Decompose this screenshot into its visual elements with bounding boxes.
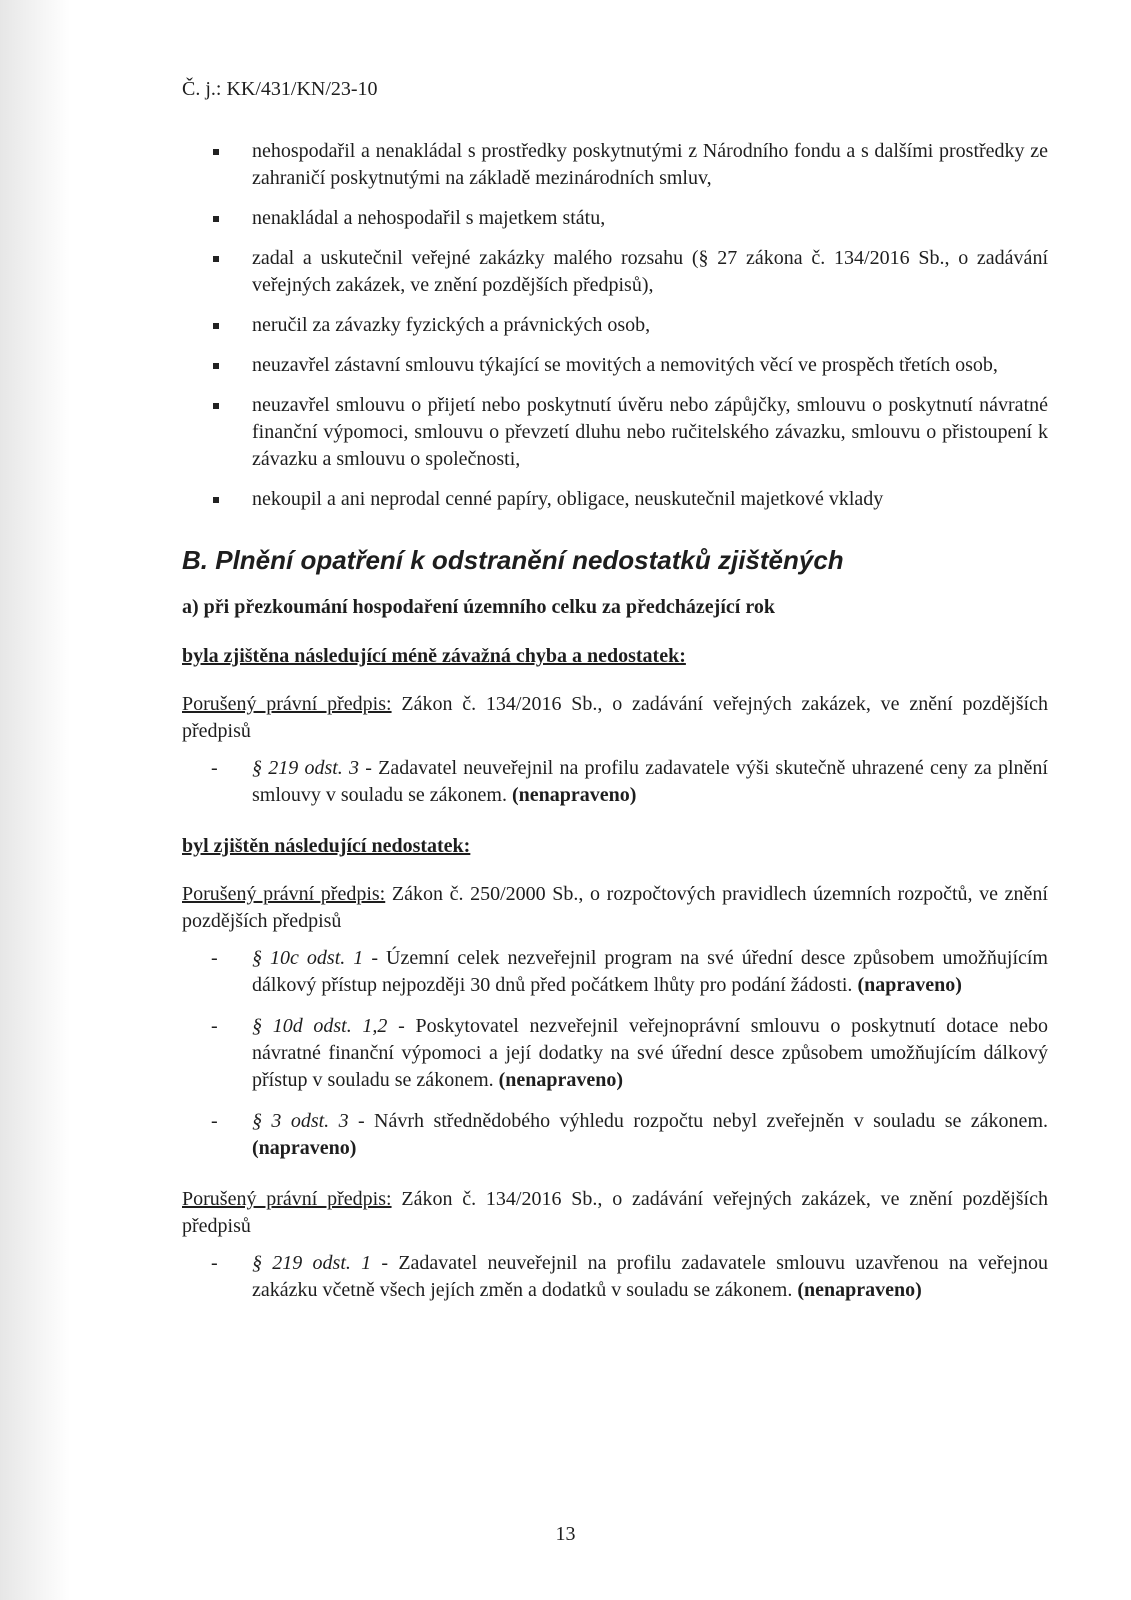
paragraph-reference: § 10c odst. 1 (252, 947, 364, 969)
status-label: (nenapraveno) (797, 1279, 922, 1301)
violated-law (182, 691, 1048, 745)
violated-law (182, 881, 1048, 935)
status-label: (napraveno) (252, 1137, 357, 1159)
violated-law-label: Porušený právní předpis: (182, 1188, 392, 1210)
violated-law-text: Zákon č. 134/2016 Sb., o zadávání veřejných zakázek, ve znění pozdějších předpisů (182, 693, 1048, 742)
finding-text: - Zadavatel neuveřejnil na profilu zadavatele výši skutečně uhrazené ceny za plnění smlouvy v souladu se zákonem. (252, 757, 1048, 806)
bullet-text: nekoupil a ani neprodal cenné papíry, obligace, neuskutečnil majetkové vklady (252, 488, 884, 510)
finding-item (182, 1250, 1048, 1304)
square-bullet-icon (213, 497, 219, 503)
section-b-heading: B. Plnění opatření k odstranění nedostatků zjištěných (182, 545, 844, 575)
square-bullet-icon (213, 149, 219, 155)
dash-marker: - (211, 1252, 218, 1274)
status-label: (nenapraveno) (498, 1069, 624, 1091)
reference-number: Č. j.: KK/431/KN/23-10 (182, 78, 378, 100)
bullet-item (182, 245, 1048, 299)
bullet-item (182, 205, 1048, 232)
bullet-text: neuzavřel smlouvu o přijetí nebo poskytnutí úvěru nebo zápůjčky, smlouvu o poskytnutí návratné finanční výpomoci, smlouvu o převzetí dluhu nebo ručitelského závazku, smlouvu o přistoupení k závazku a smlouvu o společnosti, (252, 394, 1048, 470)
finding-item (182, 1013, 1048, 1094)
dash-marker: - (211, 1015, 218, 1037)
violated-law-text: Zákon č. 250/2000 Sb., o rozpočtových pravidlech územních rozpočtů, ve znění pozdějších předpisů (182, 883, 1048, 932)
bullet-item (182, 138, 1048, 192)
paragraph-reference: § 3 odst. 3 (252, 1110, 349, 1132)
dash-marker: - (211, 947, 218, 969)
finding-item (182, 755, 1048, 809)
square-bullet-icon (213, 363, 219, 369)
violated-law-label: Porušený právní předpis: (182, 693, 392, 715)
document-body (182, 138, 1048, 1318)
bullet-text: nehospodařil a nenakládal s prostředky poskytnutými z Národního fondu a s dalšími prostředky ze zahraničí poskytnutými na základě mezinárodních smluv, (252, 140, 1048, 189)
bullet-text: neuzavřel zástavní smlouvu týkající se movitých a nemovitých věcí ve prospěch třetích osob, (252, 354, 998, 376)
violated-law (182, 1186, 1048, 1240)
square-bullet-icon (213, 256, 219, 262)
square-bullet-icon (213, 323, 219, 329)
bullet-item (182, 486, 1048, 513)
paragraph-reference: § 219 odst. 3 (252, 757, 360, 779)
section-a-subheading: a) při přezkoumání hospodaření územního celku za předcházející rok (182, 596, 775, 618)
finding-text: - Návrh střednědobého výhledu rozpočtu nebyl zveřejněn v souladu se zákonem. (348, 1110, 1048, 1132)
bullet-item (182, 352, 1048, 379)
bullet-text: neručil za závazky fyzických a právnických osob, (252, 314, 651, 336)
status-label: (nenapraveno) (511, 784, 637, 806)
paragraph-reference: § 219 odst. 1 (252, 1252, 372, 1274)
finding-heading: byl zjištěn následující nedostatek: (182, 835, 471, 857)
violated-law-label: Porušený právní předpis: (182, 883, 386, 905)
finding-item (182, 1108, 1048, 1162)
finding-text: - Zadavatel neuveřejnil na profilu zadavatele smlouvu uzavřenou na veřejnou zakázku včetně všech jejích změn a dodatků v souladu se zákonem. (252, 1252, 1048, 1301)
page-number: 13 (555, 1523, 576, 1545)
dash-marker: - (211, 757, 218, 779)
bullet-text: nenakládal a nehospodařil s majetkem státu, (252, 207, 606, 229)
finding-heading: byla zjištěna následující méně závažná chyba a nedostatek: (182, 645, 686, 667)
square-bullet-icon (213, 216, 219, 222)
bullet-item (182, 392, 1048, 473)
bullet-item (182, 312, 1048, 339)
bullet-list (182, 138, 1048, 513)
square-bullet-icon (213, 403, 219, 409)
status-label: (napraveno) (857, 974, 962, 996)
dash-marker: - (211, 1110, 218, 1132)
finding-text: - Územní celek nezveřejnil program na své úřední desce způsobem umožňujícím dálkový přístup nejpozději 30 dnů před počátkem lhůty pro podání žádosti. (252, 947, 1048, 996)
violated-law-text: Zákon č. 134/2016 Sb., o zadávání veřejných zakázek, ve znění pozdějších předpisů (182, 1188, 1048, 1237)
finding-item (182, 945, 1048, 999)
scan-edge-shadow (0, 0, 70, 1600)
bullet-text: zadal a uskutečnil veřejné zakázky malého rozsahu (§ 27 zákona č. 134/2016 Sb., o zadávání veřejných zakázek, ve znění pozdějších předpisů), (252, 247, 1048, 296)
paragraph-reference: § 10d odst. 1,2 (252, 1015, 388, 1037)
finding-text: - Poskytovatel nezveřejnil veřejnoprávní smlouvu o poskytnutí dotace nebo návratné finanční výpomoci a její dodatky na své úřední desce způsobem umožňujícím dálkový přístup v souladu se zákonem. (252, 1015, 1049, 1091)
